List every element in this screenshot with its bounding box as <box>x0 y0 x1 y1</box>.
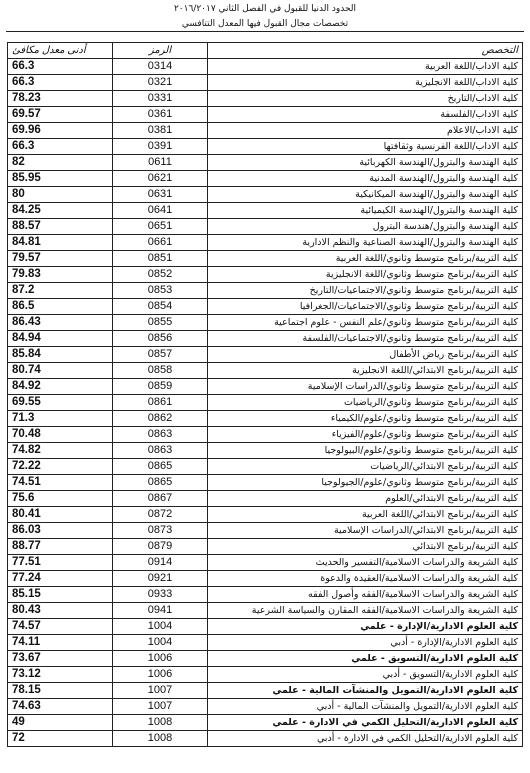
table-row <box>8 731 523 747</box>
code-cell: 1007 <box>113 699 208 715</box>
table-row <box>8 379 523 395</box>
min-score-cell: 84.92 <box>8 379 113 395</box>
table-row <box>8 203 523 219</box>
code-cell: 1004 <box>113 619 208 635</box>
code-cell: 0853 <box>113 283 208 299</box>
code-cell: 0611 <box>113 155 208 171</box>
table-row <box>8 635 523 651</box>
document-subtitle: تخصصات مجال القبول فيها المعدل التنافسي <box>181 19 349 29</box>
major-cell: كلية التربية/برنامج رياض الأطفال <box>208 347 523 363</box>
major-cell: كلية العلوم الادارية/التسويق - أدبي <box>208 667 523 683</box>
min-score-cell: 80.43 <box>8 603 113 619</box>
min-score-cell: 74.51 <box>8 475 113 491</box>
min-score-cell: 74.11 <box>8 635 113 651</box>
table-row <box>8 187 523 203</box>
min-score-cell: 86.03 <box>8 523 113 539</box>
code-cell: 0861 <box>113 395 208 411</box>
table-row <box>8 107 523 123</box>
major-cell: كلية الاداب/الفلسفة <box>208 107 523 123</box>
table-row <box>8 299 523 315</box>
major-cell: كلية التربية/برنامج متوسط وثانوي/علم النفس - علوم اجتماعية <box>208 315 523 331</box>
table-body <box>8 59 523 747</box>
table-row <box>8 539 523 555</box>
code-cell: 0857 <box>113 347 208 363</box>
code-cell: 0851 <box>113 251 208 267</box>
table-row <box>8 123 523 139</box>
code-cell: 0858 <box>113 363 208 379</box>
major-cell: كلية التربية/برنامج متوسط وثانوي/اللغة العربية <box>208 251 523 267</box>
major-cell: كلية التربية/برنامج الابتدائي <box>208 539 523 555</box>
min-score-cell: 85.15 <box>8 587 113 603</box>
min-score-cell: 69.55 <box>8 395 113 411</box>
table-row <box>8 507 523 523</box>
major-cell: كلية الشريعة والدراسات الاسلامية/الفقه المقارن والسياسة الشرعية <box>208 603 523 619</box>
min-score-cell: 72 <box>8 731 113 747</box>
table-row <box>8 219 523 235</box>
table-row <box>8 251 523 267</box>
min-score-cell: 85.84 <box>8 347 113 363</box>
major-cell: كلية التربية/برنامج الابتدائي/اللغة الانجليزية <box>208 363 523 379</box>
major-cell: كلية التربية/برنامج متوسط وثانوي/الاجتماعيات/التاريخ <box>208 283 523 299</box>
code-cell: 0863 <box>113 427 208 443</box>
admission-table <box>7 42 523 747</box>
table-row <box>8 411 523 427</box>
code-cell: 0621 <box>113 171 208 187</box>
table-row <box>8 427 523 443</box>
major-cell: كلية التربية/برنامج الابتدائي/الدراسات الإسلامية <box>208 523 523 539</box>
table-row <box>8 315 523 331</box>
document-title: الحدود الدنيا للقبول في الفصل الثاني ٢٠١٦/٢٠١٧ <box>173 4 357 14</box>
min-score-cell: 80.41 <box>8 507 113 523</box>
major-cell: كلية التربية/برنامج متوسط وثانوي/الدراسات الإسلامية <box>208 379 523 395</box>
table-row <box>8 75 523 91</box>
code-cell: 0321 <box>113 75 208 91</box>
min-score-cell: 66.3 <box>8 75 113 91</box>
code-cell: 1007 <box>113 683 208 699</box>
min-score-cell: 73.12 <box>8 667 113 683</box>
table-row <box>8 603 523 619</box>
major-cell: كلية التربية/برنامج الابتدائي/اللغة العربية <box>208 507 523 523</box>
code-cell: 0641 <box>113 203 208 219</box>
min-score-cell: 84.25 <box>8 203 113 219</box>
code-cell: 0631 <box>113 187 208 203</box>
code-cell: 0852 <box>113 267 208 283</box>
min-score-cell: 88.77 <box>8 539 113 555</box>
major-cell: كلية الاداب/اللغة الفرنسية وثقافتها <box>208 139 523 155</box>
major-cell: كلية التربية/برنامج متوسط وثانوي/علوم/الكيمياء <box>208 411 523 427</box>
min-score-cell: 87.2 <box>8 283 113 299</box>
min-score-cell: 70.48 <box>8 427 113 443</box>
major-cell: كلية الهندسة والبترول/الهندسة الميكانيكية <box>208 187 523 203</box>
code-cell: 0865 <box>113 459 208 475</box>
min-score-cell: 84.94 <box>8 331 113 347</box>
table-row <box>8 651 523 667</box>
min-score-cell: 80.74 <box>8 363 113 379</box>
code-cell: 0863 <box>113 443 208 459</box>
table-header-row <box>8 43 523 59</box>
table-row <box>8 475 523 491</box>
major-cell: كلية الشريعة والدراسات الاسلامية/التفسير والحديث <box>208 555 523 571</box>
major-cell: كلية الشريعة والدراسات الاسلامية/الفقه وأصول الفقه <box>208 587 523 603</box>
table-row <box>8 59 523 75</box>
code-cell: 0872 <box>113 507 208 523</box>
table-row <box>8 587 523 603</box>
min-score-cell: 85.95 <box>8 171 113 187</box>
min-score-cell: 78.23 <box>8 91 113 107</box>
major-cell: كلية العلوم الادارية/التحليل الكمي في الادارة - أدبي <box>208 731 523 747</box>
code-cell: 0862 <box>113 411 208 427</box>
table-row <box>8 267 523 283</box>
min-score-cell: 71.3 <box>8 411 113 427</box>
table-row <box>8 571 523 587</box>
table-row <box>8 283 523 299</box>
code-cell: 1008 <box>113 731 208 747</box>
code-cell: 0859 <box>113 379 208 395</box>
major-cell: كلية الاداب/التاريخ <box>208 91 523 107</box>
code-cell: 0941 <box>113 603 208 619</box>
code-cell: 0867 <box>113 491 208 507</box>
code-cell: 0314 <box>113 59 208 75</box>
table-row <box>8 235 523 251</box>
table-row <box>8 363 523 379</box>
column-header-major: التخصص <box>208 43 523 59</box>
min-score-cell: 77.24 <box>8 571 113 587</box>
code-cell: 1004 <box>113 635 208 651</box>
major-cell: كلية التربية/برنامج متوسط وثانوي/الاجتماعيات/الفلسفة <box>208 331 523 347</box>
min-score-cell: 74.63 <box>8 699 113 715</box>
code-cell: 1006 <box>113 651 208 667</box>
code-cell: 0854 <box>113 299 208 315</box>
table-row <box>8 699 523 715</box>
code-cell: 1008 <box>113 715 208 731</box>
major-cell: كلية الاداب/الاعلام <box>208 123 523 139</box>
code-cell: 0856 <box>113 331 208 347</box>
table-row <box>8 619 523 635</box>
code-cell: 0933 <box>113 587 208 603</box>
major-cell: كلية العلوم الادارية/التمويل والمنشآت المالية - أدبي <box>208 699 523 715</box>
major-cell: كلية التربية/برنامج متوسط وثانوي/علوم/البيولوجيا <box>208 443 523 459</box>
code-cell: 1006 <box>113 667 208 683</box>
min-score-cell: 73.67 <box>8 651 113 667</box>
major-cell: كلية التربية/برنامج متوسط وثانوي/علوم/الجيولوجيا <box>208 475 523 491</box>
major-cell: كلية الهندسة والبترول/الهندسة الكيميائية <box>208 203 523 219</box>
major-cell: كلية التربية/برنامج متوسط وثانوي/الرياضيات <box>208 395 523 411</box>
column-header-min-score: أدنى معدل مكافئ <box>8 43 113 59</box>
major-cell: كلية الهندسة والبترول/الهندسة المدنية <box>208 171 523 187</box>
min-score-cell: 74.57 <box>8 619 113 635</box>
major-cell: كلية العلوم الادارية/التمويل والمنشآت المالية - علمي <box>208 683 523 699</box>
min-score-cell: 66.3 <box>8 59 113 75</box>
table-row <box>8 715 523 731</box>
min-score-cell: 72.22 <box>8 459 113 475</box>
code-cell: 0661 <box>113 235 208 251</box>
table-row <box>8 155 523 171</box>
major-cell: كلية الهندسة والبترول/الهندسة الصناعية والنظم الادارية <box>208 235 523 251</box>
major-cell: كلية التربية/برنامج متوسط وثانوي/اللغة الانجليزية <box>208 267 523 283</box>
min-score-cell: 66.3 <box>8 139 113 155</box>
table-row <box>8 91 523 107</box>
major-cell: كلية العلوم الادارية/الإدارة - علمي <box>208 619 523 635</box>
code-cell: 0651 <box>113 219 208 235</box>
major-cell: كلية التربية/برنامج الابتدائي/الرياضيات <box>208 459 523 475</box>
min-score-cell: 80 <box>8 187 113 203</box>
major-cell: كلية الاداب/اللغة الانجليزية <box>208 75 523 91</box>
column-header-code: الرمز <box>113 43 208 59</box>
code-cell: 0865 <box>113 475 208 491</box>
min-score-cell: 88.57 <box>8 219 113 235</box>
table-row <box>8 171 523 187</box>
min-score-cell: 49 <box>8 715 113 731</box>
table-row <box>8 443 523 459</box>
min-score-cell: 75.6 <box>8 491 113 507</box>
table-row <box>8 523 523 539</box>
min-score-cell: 82 <box>8 155 113 171</box>
code-cell: 0855 <box>113 315 208 331</box>
major-cell: كلية العلوم الادارية/الإدارة - أدبي <box>208 635 523 651</box>
major-cell: كلية العلوم الادارية/التحليل الكمي في الادارة - علمي <box>208 715 523 731</box>
min-score-cell: 69.57 <box>8 107 113 123</box>
min-score-cell: 78.15 <box>8 683 113 699</box>
min-score-cell: 74.82 <box>8 443 113 459</box>
table-row <box>8 139 523 155</box>
header-divider <box>6 31 524 32</box>
min-score-cell: 86.5 <box>8 299 113 315</box>
code-cell: 0873 <box>113 523 208 539</box>
table-row <box>8 347 523 363</box>
major-cell: كلية الهندسة والبترول/هندسة البترول <box>208 219 523 235</box>
min-score-cell: 84.81 <box>8 235 113 251</box>
table-row <box>8 395 523 411</box>
code-cell: 0921 <box>113 571 208 587</box>
code-cell: 0381 <box>113 123 208 139</box>
major-cell: كلية التربية/برنامج الابتدائي/العلوم <box>208 491 523 507</box>
major-cell: كلية التربية/برنامج متوسط وثانوي/علوم/الفيزياء <box>208 427 523 443</box>
major-cell: كلية الهندسة والبترول/الهندسة الكهربائية <box>208 155 523 171</box>
code-cell: 0914 <box>113 555 208 571</box>
code-cell: 0331 <box>113 91 208 107</box>
min-score-cell: 86.43 <box>8 315 113 331</box>
table-row <box>8 459 523 475</box>
code-cell: 0879 <box>113 539 208 555</box>
min-score-cell: 79.57 <box>8 251 113 267</box>
table-row <box>8 667 523 683</box>
table-row <box>8 491 523 507</box>
min-score-cell: 79.83 <box>8 267 113 283</box>
min-score-cell: 77.51 <box>8 555 113 571</box>
min-score-cell: 69.96 <box>8 123 113 139</box>
table-row <box>8 555 523 571</box>
major-cell: كلية الاداب/اللغة العربية <box>208 59 523 75</box>
code-cell: 0361 <box>113 107 208 123</box>
major-cell: كلية العلوم الادارية/التسويق - علمي <box>208 651 523 667</box>
table-row <box>8 331 523 347</box>
code-cell: 0391 <box>113 139 208 155</box>
major-cell: كلية التربية/برنامج متوسط وثانوي/الاجتماعيات/الجغرافيا <box>208 299 523 315</box>
table-row <box>8 683 523 699</box>
major-cell: كلية الشريعة والدراسات الاسلامية/العقيدة والدعوة <box>208 571 523 587</box>
